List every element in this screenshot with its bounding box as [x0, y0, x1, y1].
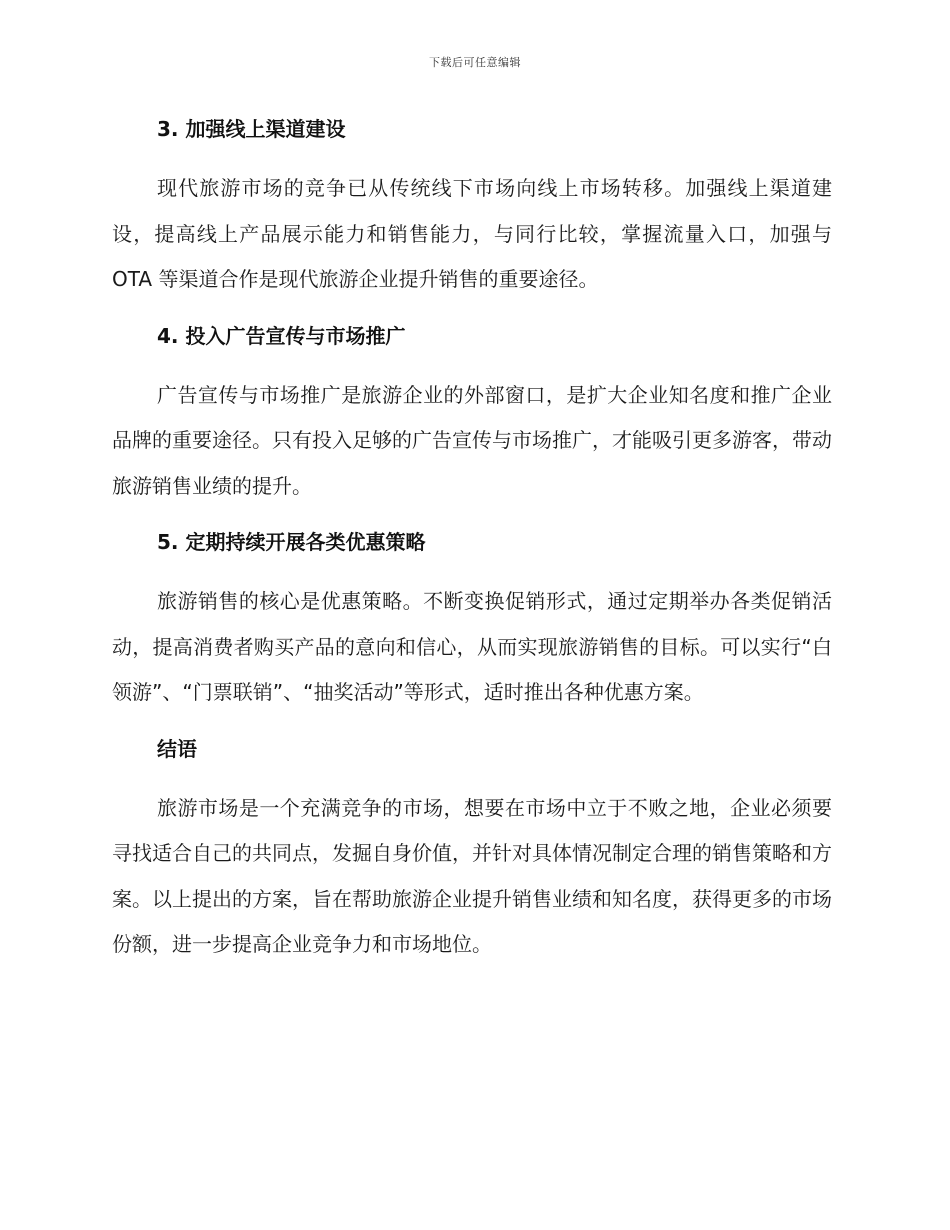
- section-paragraph-promotions: 旅游销售的核心是优惠策略。不断变换促销形式，通过定期举办各类促销活动，提高消费者购买产品的意向和信心，从而实现旅游销售的目标。可以实行“白领游”、“门票联销”、“抽奖活动”等形式，适时推出各种优惠方案。: [112, 589, 832, 704]
- section-heading-conclusion: 结语: [157, 736, 197, 761]
- section-paragraph-advertising: 广告宣传与市场推广是旅游企业的外部窗口，是扩大企业知名度和推广企业品牌的重要途径。只有投入足够的广告宣传与市场推广，才能吸引更多游客，带动旅游销售业绩的提升。: [112, 382, 832, 498]
- section-paragraph-online-channels: 现代旅游市场的竞争已从传统线下市场向线上市场转移。加强线上渠道建设，提高线上产品展示能力和销售能力，与同行比较，掌握流量入口，加强与 OTA 等渠道合作是现代旅游企业提升销售的重要途径。: [112, 176, 832, 291]
- document-body: [112, 112, 832, 968]
- section-heading-advertising: 4. 投入广告宣传与市场推广: [157, 323, 406, 348]
- section-heading-promotions: 5. 定期持续开展各类优惠策略: [157, 530, 426, 554]
- section-heading-online-channels: 3. 加强线上渠道建设: [157, 117, 346, 141]
- header-note: 下载后可任意编辑: [429, 56, 521, 69]
- section-paragraph-conclusion: 旅游市场是一个充满竞争的市场，想要在市场中立于不败之地，企业必须要寻找适合自己的共同点，发掘自身价值，并针对具体情况制定合理的销售策略和方案。以上提出的方案，旨在帮助旅游企业提升销售业绩和知名度，获得更多的市场份额，进一步提高企业竞争力和市场地位。: [112, 795, 832, 956]
